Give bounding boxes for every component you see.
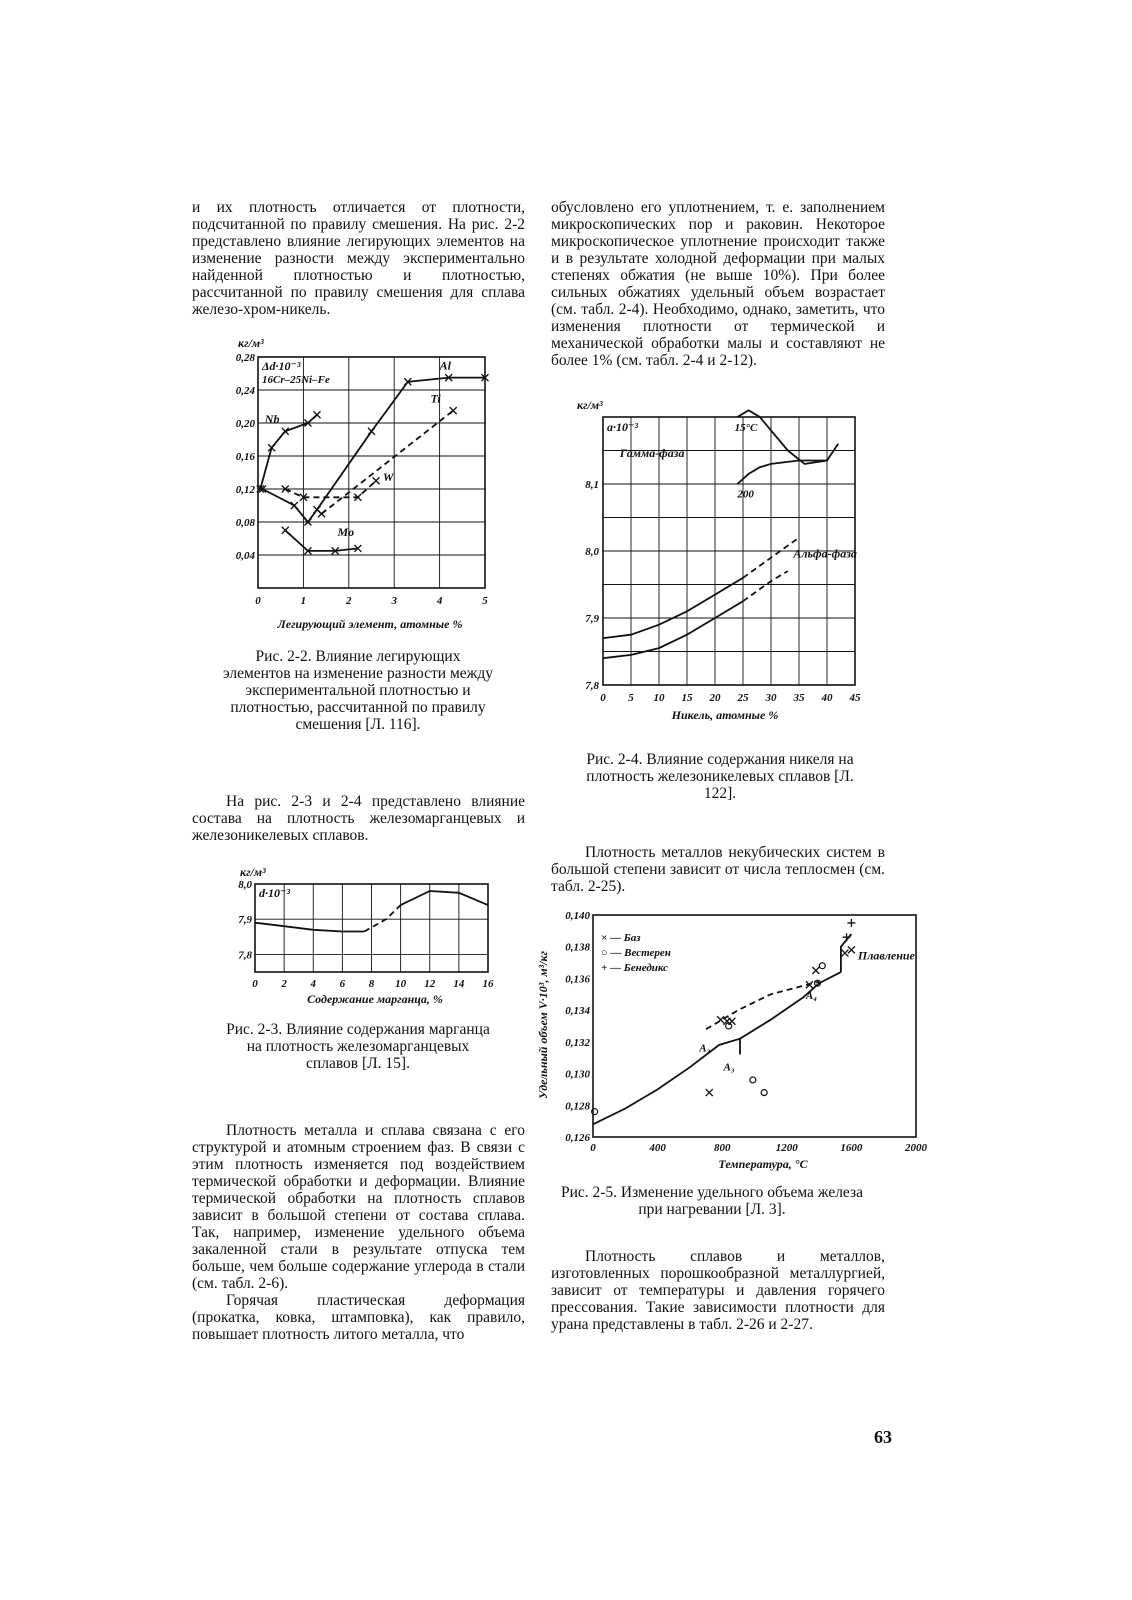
series-label: W — [382, 469, 394, 484]
inset-label: Δd·10⁻³ — [262, 359, 301, 373]
phase-label: Альфа-фаза — [793, 546, 857, 561]
series-line — [734, 410, 838, 464]
text-paragraph: Плотность металла и сплава связана с его структурой и атомным строением фаз. В связи с этим плотность изменяется под воздействием термической обработки и деформации. Влияние термической обработки на плотность сплавов зависит в большой степени от состава сплава. Так, например, изменение удельного объема закаленной стали в результате отпуска тем больше, чем больше содержание углерода в стали (см. табл. 2-6). — [192, 1122, 525, 1292]
point-label: A₄ — [805, 990, 818, 1003]
inset-label: d·10⁻³ — [259, 886, 290, 900]
x-tick-label: 45 — [849, 692, 861, 704]
y-tick-label: 0,136 — [565, 973, 590, 986]
y-tick-label: 0,12 — [235, 484, 255, 496]
x-tick-label: 0 — [252, 978, 258, 990]
chart-fig-2-2 — [210, 335, 510, 635]
data-point — [318, 510, 325, 517]
data-point — [450, 407, 457, 414]
x-tick-label: 10 — [395, 978, 407, 990]
series-line — [593, 1039, 740, 1125]
y-tick-label: 8,0 — [238, 879, 252, 891]
chart-fig-2-4 — [555, 395, 885, 730]
y-tick-label: 0,140 — [565, 910, 590, 922]
x-tick-label: 12 — [424, 978, 436, 990]
inset-label: 16Cr–25Ni–Fe — [262, 374, 330, 386]
data-point-baz — [841, 950, 848, 957]
series-line — [255, 923, 364, 932]
y-tick-label: 0,20 — [235, 418, 255, 430]
y-tick-label: 7,8 — [238, 949, 252, 962]
x-tick-label: 2000 — [905, 1142, 927, 1154]
figure-2-3 — [210, 862, 510, 1017]
y-tick-label: 0,08 — [235, 517, 255, 529]
y-unit-label: кг/м³ — [577, 398, 603, 412]
chart-fig-2-5 — [533, 905, 928, 1170]
data-point-benedicks — [843, 933, 851, 941]
y-tick-label: 7,9 — [585, 613, 599, 625]
x-tick-label: 3 — [391, 595, 397, 607]
phase-label: Гамма-фаза — [619, 446, 685, 461]
x-axis-label: Никель, атомные % — [671, 708, 779, 722]
data-point-benedicks — [847, 919, 855, 927]
data-point-westeren — [761, 1090, 767, 1096]
text-paragraph: Плотность металлов некубических систем в большой степени зависит от числа теплосмен (см. табл. 2-25). — [551, 844, 885, 895]
series-line — [603, 601, 743, 658]
y-tick-label: 0,16 — [235, 451, 255, 463]
figure-2-4 — [555, 395, 885, 735]
series-line-ti — [322, 411, 454, 514]
series-line — [740, 972, 841, 1039]
x-tick-label: 40 — [821, 692, 833, 704]
y-tick-label: 0,126 — [565, 1132, 590, 1144]
x-tick-label: 15 — [681, 692, 693, 704]
data-point — [373, 477, 380, 484]
x-tick-label: 1200 — [775, 1142, 798, 1154]
series-label: Nb — [264, 412, 280, 426]
x-tick-label: 8 — [368, 978, 375, 990]
y-tick-label: 0,04 — [235, 550, 255, 562]
text-paragraph: обусловлено его уплотнением, т. е. заполнением микроскопических пор и раковин. Некоторое микроскопическое уплотнение происходит также и в результате холодной деформации при малых степенях обжатия (не выше 10%). При более сильных обжатиях удельный объем возрастает (см. табл. 2-4). Необходимо, однако, заметить, что изменения плотности от термической и механической обработки малы и составляют не более 1% (см. табл. 2-4 и 2-12). — [551, 199, 885, 369]
caption-fig-2-4: Рис. 2-4. Влияние содержания никеля на плотность железоникелевых сплавов [Л. 122]. — [586, 751, 854, 802]
y-tick-label: 7,8 — [585, 680, 599, 692]
data-point-westeren — [819, 963, 825, 969]
series-line-al — [263, 378, 486, 522]
x-axis-label: Температура, °C — [718, 1157, 808, 1171]
data-point — [368, 428, 375, 435]
x-tick-label: 6 — [339, 978, 346, 990]
y-tick-label: 0,130 — [565, 1068, 590, 1081]
text-paragraph: и их плотность отличается от плотности, подсчитанной по правилу смешения. На рис. 2-2 представлено влияние легирующих элементов на изменение разности между экспериментально найденной плотностью и плотностью, рассчитанной по правилу смешения для сплава железо-хром-никель. — [192, 199, 525, 318]
x-tick-label: 35 — [793, 692, 805, 704]
data-point — [282, 527, 289, 534]
series-line — [603, 578, 743, 638]
data-point-baz — [848, 946, 855, 953]
series-label: Al — [439, 358, 451, 373]
x-tick-label: 2 — [281, 978, 287, 990]
x-tick-label: 10 — [653, 692, 665, 704]
x-tick-label: 30 — [765, 692, 777, 704]
x-tick-label: 5 — [628, 692, 634, 704]
right-paragraph-3 — [551, 1248, 885, 1333]
x-tick-label: 4 — [436, 595, 443, 607]
x-tick-label: 800 — [713, 1142, 731, 1154]
caption-fig-2-5: Рис. 2-5. Изменение удельного объема железа при нагревании [Л. 3]. — [560, 1184, 864, 1218]
y-tick-label: 0,28 — [235, 352, 255, 364]
data-point-baz — [706, 1089, 713, 1096]
x-tick-label: 14 — [453, 978, 465, 990]
legend-entry: + — Бенедикс — [601, 962, 668, 974]
data-point-baz — [812, 967, 819, 974]
series-line — [364, 905, 400, 931]
plot-frame — [258, 357, 485, 588]
x-tick-label: 1600 — [840, 1142, 863, 1154]
point-label: A₂ — [699, 1042, 711, 1055]
y-tick-label: 0,128 — [565, 1100, 590, 1113]
y-tick-label: 0,132 — [565, 1036, 590, 1049]
series-line — [743, 571, 788, 601]
series-label: Ti — [430, 391, 441, 406]
point-label: A₃ — [723, 1061, 735, 1074]
y-unit-label: кг/м³ — [240, 865, 266, 879]
chart-fig-2-3 — [210, 862, 510, 1012]
x-tick-label: 16 — [482, 978, 494, 990]
right-paragraph-1 — [551, 199, 885, 369]
right-paragraph-2 — [551, 844, 885, 895]
x-tick-label: 25 — [737, 692, 749, 704]
legend-entry: × — Баз — [601, 932, 641, 944]
page-number: 63 — [874, 1427, 892, 1447]
y-tick-label: 8,1 — [585, 479, 599, 491]
x-tick-label: 2 — [346, 595, 352, 607]
x-tick-label: 400 — [649, 1142, 666, 1154]
x-tick-label: 0 — [600, 692, 606, 704]
series-line — [737, 461, 827, 485]
text-paragraph: Плотность сплавов и металлов, изготовленных порошкообразной металлургией, зависит от температуры и давления горячего прессования. Такие зависимости плотности для урана представлены в табл. 2-26 и 2-27. — [551, 1248, 885, 1333]
temperature-label: 200 — [737, 488, 754, 501]
y-tick-label: 7,9 — [238, 914, 252, 927]
y-tick-label: 8,0 — [585, 546, 599, 558]
x-axis-label: Содержание марганца, % — [307, 992, 443, 1006]
text-paragraph: Горячая пластическая деформация (прокатка, ковка, штамповка), как правило, повышает плотность литого металла, что — [192, 1292, 525, 1343]
series-line — [401, 891, 488, 905]
data-point — [291, 502, 298, 509]
data-point — [314, 411, 321, 418]
legend-entry: ○ — Вестерен — [601, 947, 671, 959]
caption-fig-2-2: Рис. 2-2. Влияние легирующих элементов на изменение разности между экспериментальной плотностью и плотностью, рассчитанной по правилу смешения [Л. 116]. — [223, 648, 493, 733]
y-tick-label: 0,134 — [565, 1005, 590, 1018]
caption-fig-2-3: Рис. 2-3. Влияние содержания марганца на плотность железомарганцевых сплавов [Л. 15]. — [226, 1021, 490, 1072]
left-paragraph-2 — [192, 793, 525, 844]
left-paragraph-1 — [192, 199, 525, 318]
x-tick-label: 20 — [709, 692, 721, 704]
y-unit-label: кг/м³ — [238, 336, 264, 350]
data-point-westeren — [750, 1077, 756, 1083]
figure-2-5 — [533, 905, 928, 1175]
x-tick-label: 1 — [300, 595, 307, 607]
annotation-label: Плавление — [857, 948, 915, 963]
x-axis-label: Легирующий элемент, атомные % — [277, 617, 463, 631]
figure-2-2 — [210, 335, 510, 640]
y-axis-label: Удельный объем V·10³, м³/кг — [536, 950, 550, 1100]
x-tick-label: 0 — [255, 595, 261, 607]
inset-label: a·10⁻³ — [607, 420, 638, 434]
text-paragraph: На рис. 2-3 и 2-4 представлено влияние состава на плотность железомарганцевых и железоникелевых сплавов. — [192, 793, 525, 844]
y-tick-label: 0,138 — [565, 941, 590, 954]
y-tick-label: 0,24 — [235, 385, 255, 397]
left-paragraph-3 — [192, 1122, 525, 1343]
x-tick-label: 0 — [590, 1142, 596, 1154]
x-tick-label: 4 — [310, 978, 316, 990]
temperature-label: 15°C — [734, 422, 758, 434]
series-label: Mo — [337, 525, 355, 540]
x-tick-label: 5 — [482, 595, 488, 607]
data-point-baz — [717, 1016, 724, 1023]
